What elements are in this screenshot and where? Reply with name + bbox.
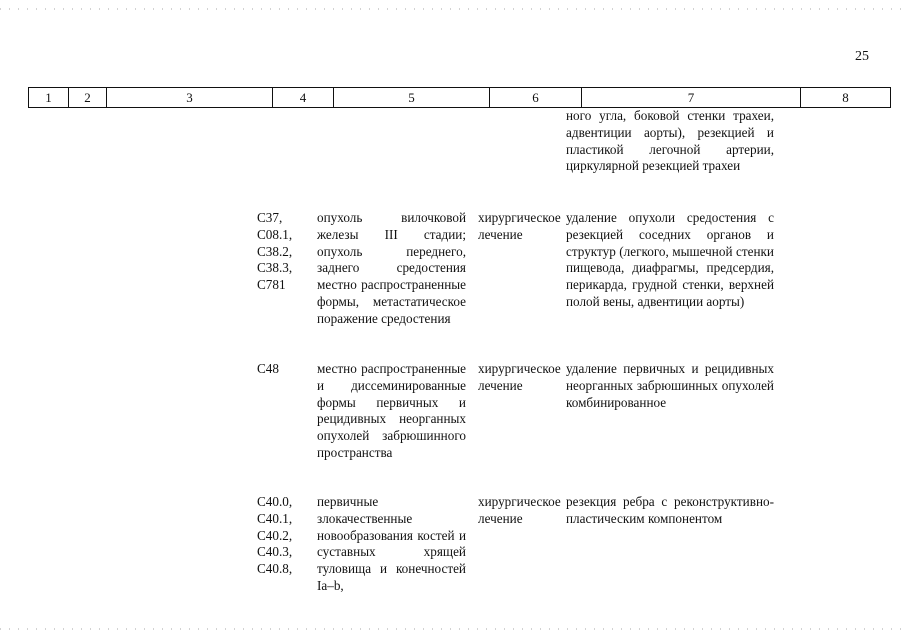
row-1-diagnosis-text: опухоль вилочковой железы III стадии; опухоль переднего, заднего средостения местно распространенные формы, метастатическое поражение средостения <box>317 210 466 326</box>
row-3-treatment-method: резекция ребра с реконструктивно-пластическим компонентом <box>566 494 774 526</box>
column-header-6: 6 <box>490 88 582 108</box>
diagnosis-code: C48 <box>257 361 279 376</box>
diagnosis-code: C40.0, <box>257 494 293 509</box>
diagnosis-code: C38.3, <box>257 260 293 276</box>
row-3-diagnosis-codes <box>257 494 309 578</box>
row-2-treatment-method: удаление первичных и рецидивных неорганных забрюшинных опухолей комбинированное <box>566 361 774 410</box>
diagnosis-code: C40.2, <box>257 527 293 543</box>
diagnosis-code: C40.8, <box>257 561 293 577</box>
diagnosis-code: C40.3, <box>257 544 293 560</box>
row-3-diagnosis-text: первичные злокачественные новообразования костей и суставных хрящей туловища и конечностей Ia–b, <box>317 494 466 593</box>
diagnosis-code: C08.1, <box>257 226 293 242</box>
row-1-treatment-method: удаление опухоли средостения с резекцией соседних органов и структур (легкого, мышечной стенки пищевода, диафрагмы, предсердия, перикарда, грудной стенки, верхней полой вены, адвентиции аорты) <box>566 210 774 309</box>
row-3-treatment-type: хирургическое лечение <box>478 494 561 526</box>
row-2-diagnosis-codes <box>257 361 309 378</box>
page-number: 25 <box>855 49 869 64</box>
column-header-5: 5 <box>334 88 490 108</box>
column-header-8: 8 <box>801 88 891 108</box>
row-1-treatment-type: хирургическое лечение <box>478 210 561 242</box>
diagnosis-code: C37, <box>257 210 283 225</box>
column-number-header <box>28 87 891 108</box>
diagnosis-code: C781 <box>257 277 286 293</box>
column-header-4: 4 <box>273 88 334 108</box>
column-header-2: 2 <box>69 88 107 108</box>
row-2-treatment-type: хирургическое лечение <box>478 361 561 393</box>
row-2-diagnosis-text: местно распространенные и диссеминированные формы первичных и рецидивных неорганных опухолей забрюшинного пространства <box>317 361 466 460</box>
column-header-3: 3 <box>107 88 273 108</box>
top-margin-scan-dots <box>0 8 905 10</box>
diagnosis-code: C38.2, <box>257 243 293 259</box>
column-header-1: 1 <box>29 88 69 108</box>
bottom-margin-scan-dots <box>0 628 905 630</box>
diagnosis-code: C40.1, <box>257 510 293 526</box>
continued-method-text: ного угла, боковой стенки трахеи, адвентиции аорты), резекцией и пластикой легочной артерии, циркулярной резекцией трахеи <box>566 108 774 174</box>
row-1-diagnosis-codes <box>257 210 309 294</box>
column-header-7: 7 <box>582 88 801 108</box>
